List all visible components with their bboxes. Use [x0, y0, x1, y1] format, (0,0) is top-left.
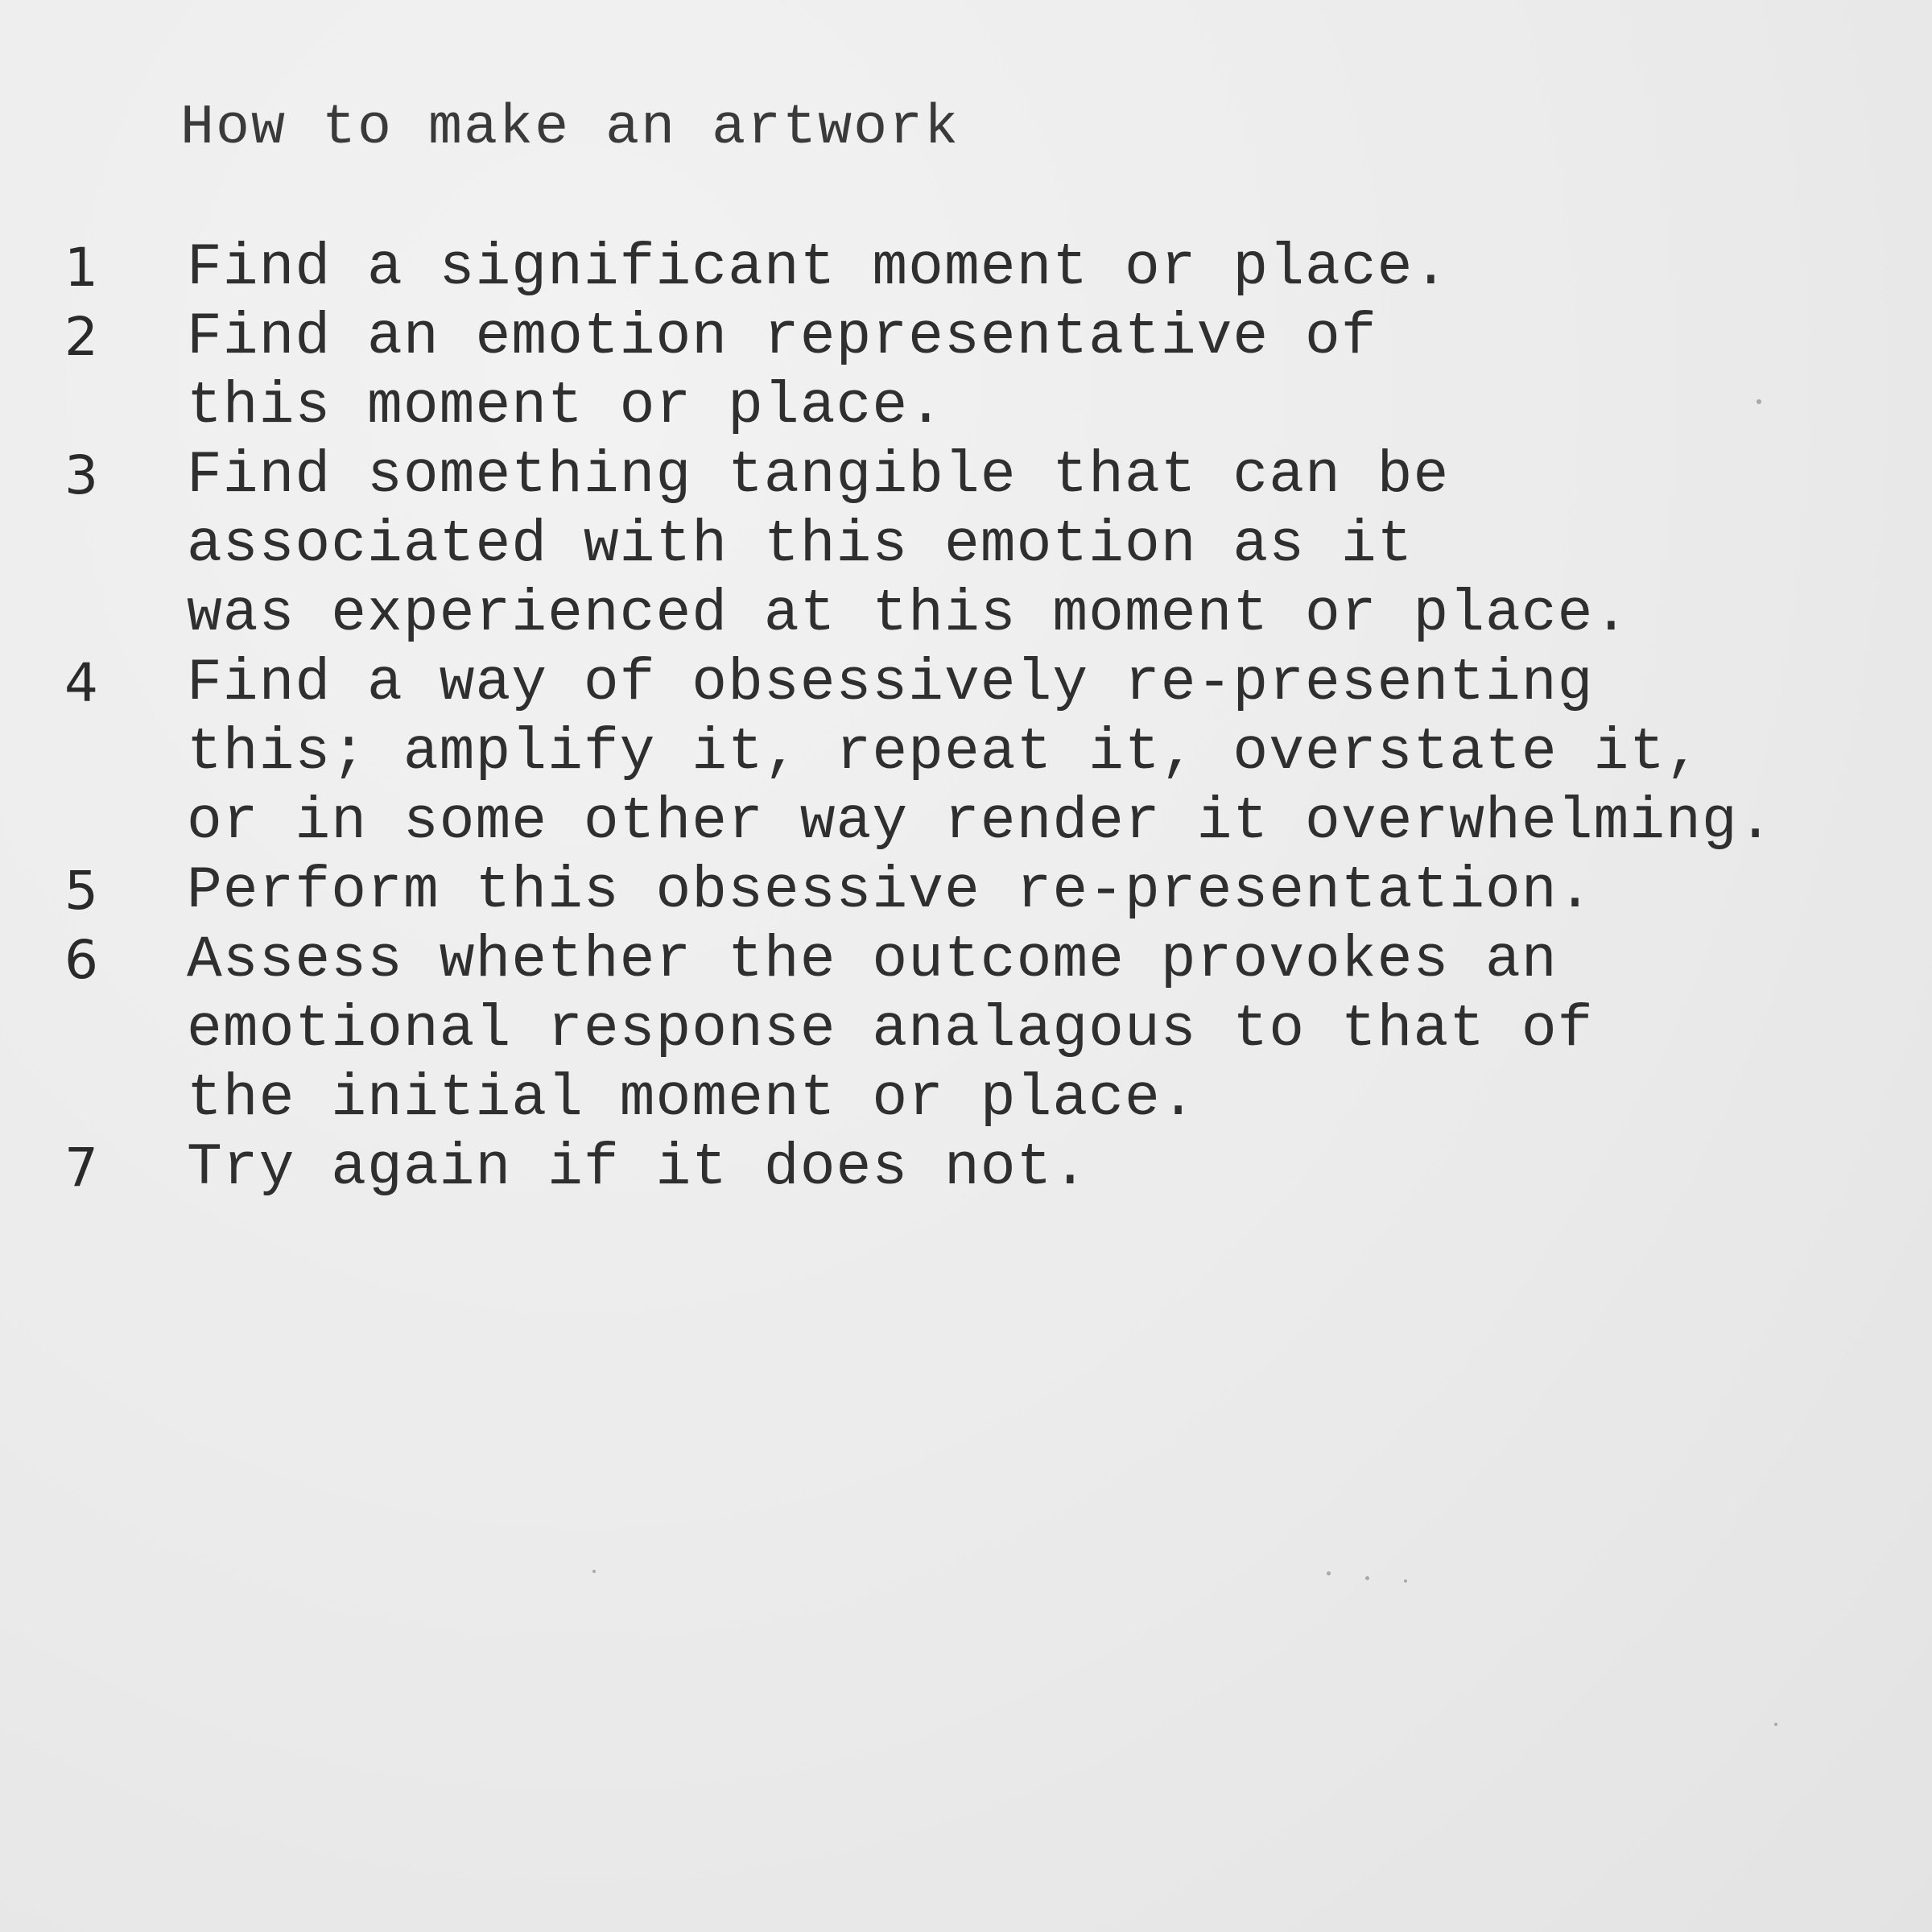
paper-speck: [1404, 1579, 1407, 1583]
step-4: [0, 649, 1932, 857]
step-text-line: associated with this emotion as it: [187, 511, 1414, 578]
step-number: 4: [64, 652, 98, 714]
steps-list: [0, 233, 1932, 1203]
step-text-line: Try again if it does not.: [187, 1134, 1089, 1201]
step-6: [0, 926, 1932, 1133]
step-2: [0, 303, 1932, 441]
step-5: [0, 857, 1932, 926]
paper-speck: [592, 1570, 596, 1573]
step-1: [0, 233, 1932, 303]
step-7: [0, 1133, 1932, 1203]
step-text-line: Assess whether the outcome provokes an: [187, 927, 1558, 993]
step-text-line: the initial moment or place.: [187, 1065, 1197, 1132]
step-number: 6: [64, 929, 98, 991]
page-title: How to make an artwork: [180, 97, 960, 160]
step-text-line: Perform this obsessive re-presentation.: [187, 857, 1594, 924]
step-text-line: this; amplify it, repeat it, overstate it,: [187, 719, 1702, 786]
paper-speck: [1757, 399, 1761, 404]
step-text-line: or in some other way render it overwhelming.: [187, 788, 1774, 855]
step-number: 5: [64, 860, 98, 922]
step-text-line: Find an emotion representative of: [187, 303, 1377, 370]
paper-speck: [1365, 1576, 1369, 1580]
step-3: [0, 441, 1932, 649]
paper-speck: [1774, 1723, 1777, 1726]
step-text-line: Find a significant moment or place.: [187, 234, 1450, 301]
step-text-line: emotional response analagous to that of: [187, 996, 1594, 1063]
step-text-line: Find a way of obsessively re-presenting: [187, 650, 1594, 716]
step-number: 1: [64, 237, 98, 299]
step-text-line: this moment or place.: [187, 373, 944, 440]
step-text-line: was experienced at this moment or place.: [187, 580, 1630, 647]
step-number: 2: [64, 306, 98, 368]
step-text-line: Find something tangible that can be: [187, 442, 1450, 509]
step-number: 3: [64, 444, 98, 506]
step-number: 7: [64, 1137, 98, 1199]
paper-speck: [1327, 1571, 1331, 1575]
